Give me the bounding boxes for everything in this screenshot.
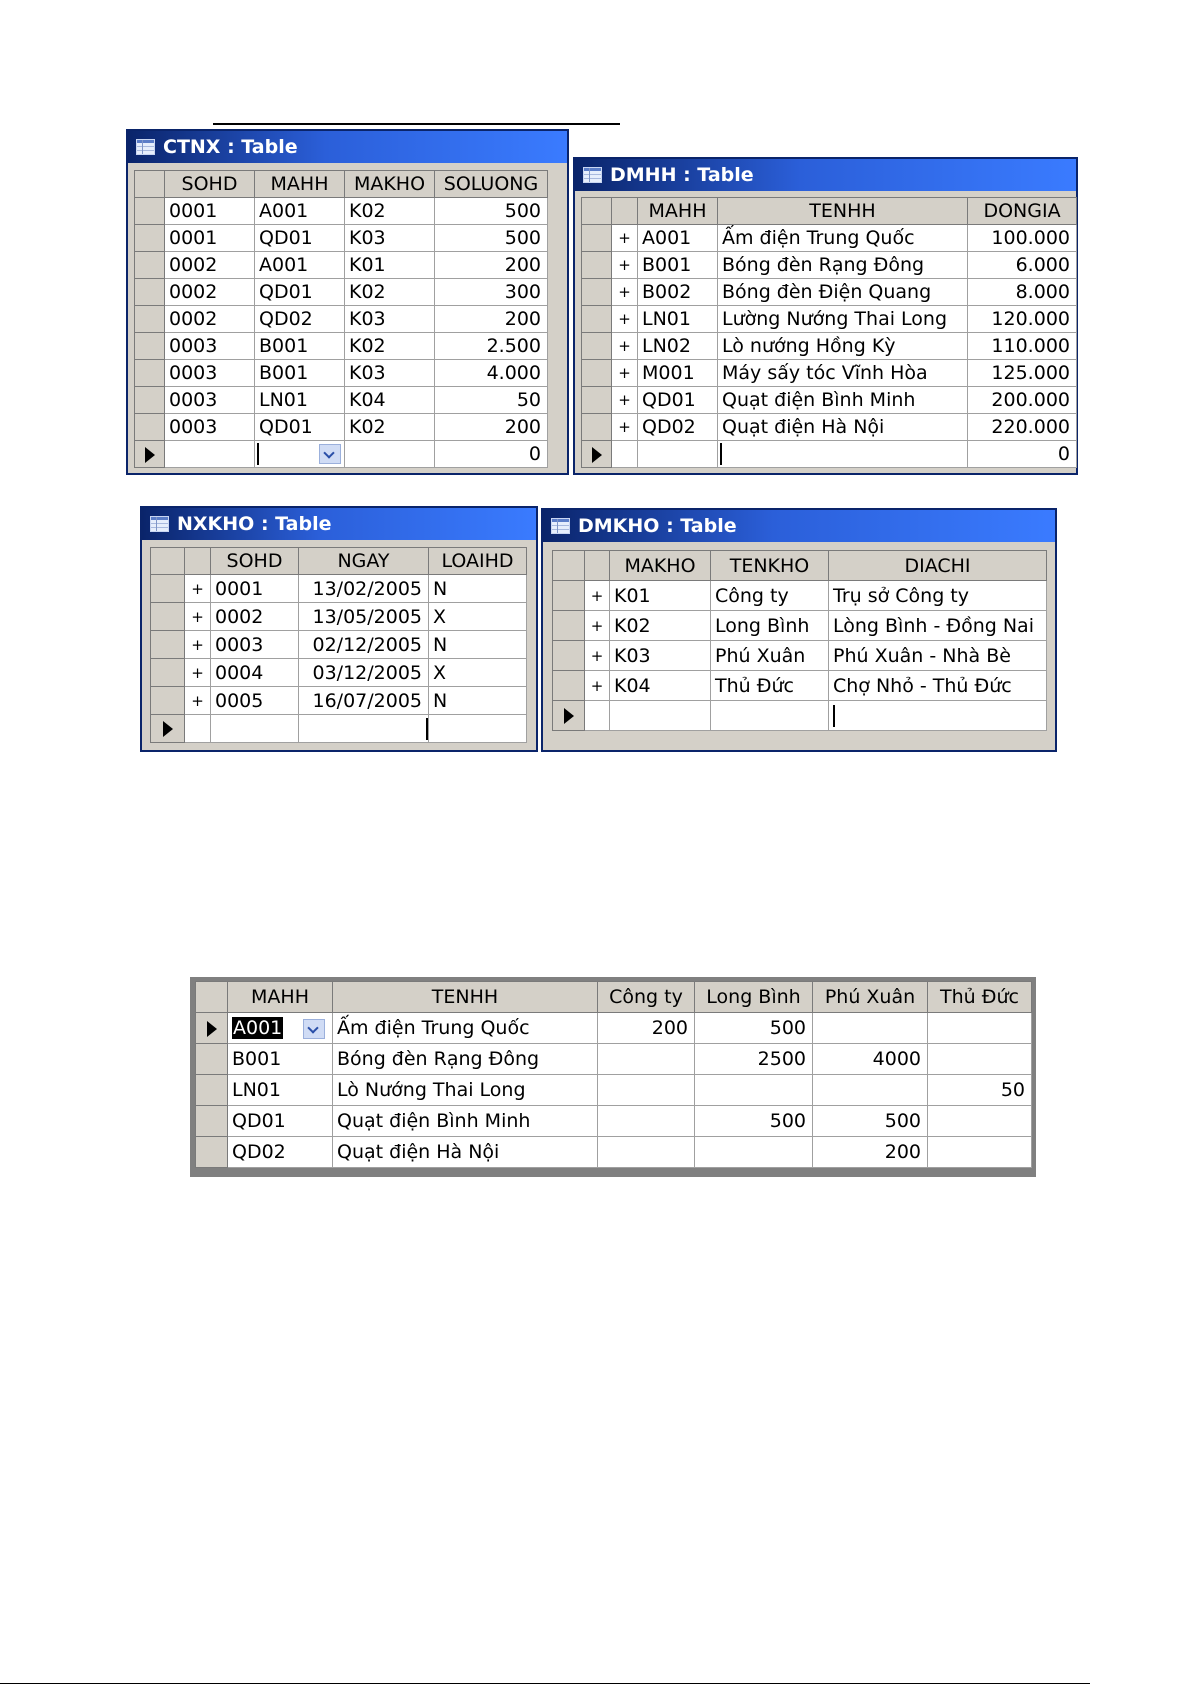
cell-soluong[interactable]: 4.000 — [435, 360, 548, 387]
table-row[interactable] — [151, 687, 527, 715]
cell-soluong[interactable]: 300 — [435, 279, 548, 306]
cell-cong-ty[interactable] — [598, 1137, 695, 1168]
cell-long-binh[interactable]: 500 — [695, 1013, 813, 1044]
cell-mahh[interactable] — [228, 1013, 333, 1044]
cell-mahh[interactable]: B001 — [255, 360, 345, 387]
cell-mahh[interactable]: B001 — [638, 252, 718, 279]
expand-plus-icon[interactable]: + — [612, 306, 638, 333]
cell-thu-duc[interactable] — [928, 1013, 1032, 1044]
column-header-cong-ty[interactable]: Công ty — [598, 982, 695, 1013]
table-row[interactable] — [151, 659, 527, 687]
row-selector[interactable] — [151, 575, 185, 603]
new-cell-expand — [585, 701, 610, 731]
cell-sohd[interactable]: 0003 — [165, 387, 255, 414]
cell-diachi[interactable]: Chợ Nhỏ - Thủ Đức — [829, 671, 1047, 701]
cell-thu-duc[interactable] — [928, 1137, 1032, 1168]
new-record-row[interactable] — [553, 701, 1047, 731]
table-row[interactable] — [135, 198, 548, 225]
expand-plus-icon[interactable]: + — [612, 279, 638, 306]
row-selector[interactable] — [582, 414, 612, 441]
row-selector[interactable] — [582, 225, 612, 252]
cell-tenhh[interactable]: Bóng đèn Điện Quang — [718, 279, 968, 306]
table-row[interactable] — [553, 671, 1047, 701]
cell-tenhh[interactable]: Bóng đèn Rạng Đông — [333, 1044, 598, 1075]
row-selector[interactable] — [196, 1044, 228, 1075]
cell-sohd[interactable]: 0002 — [165, 279, 255, 306]
cell-makho[interactable]: K02 — [345, 333, 435, 360]
table-icon — [136, 139, 155, 155]
table-row[interactable] — [151, 575, 527, 603]
text-cursor-icon — [426, 718, 428, 740]
dmhh-title-bar[interactable] — [575, 159, 1076, 191]
cell-sohd[interactable]: 0003 — [165, 333, 255, 360]
cell-mahh[interactable]: QD01 — [255, 225, 345, 252]
column-header-dongia[interactable]: DONGIA — [968, 198, 1077, 225]
dmkho-title-bar[interactable] — [543, 510, 1055, 542]
cell-ngay[interactable]: 03/12/2005 — [299, 659, 429, 687]
row-selector[interactable] — [135, 360, 165, 387]
column-header-phu-xuan[interactable]: Phú Xuân — [813, 982, 928, 1013]
column-header-loaihd[interactable]: LOAIHD — [429, 548, 527, 575]
new-cell-makho[interactable] — [345, 441, 435, 468]
table-row[interactable] — [582, 414, 1077, 441]
dmhh-datasheet — [581, 197, 1077, 468]
table-row[interactable] — [135, 360, 548, 387]
cell-loaihd[interactable]: X — [429, 659, 527, 687]
table-row[interactable] — [151, 631, 527, 659]
row-selector[interactable] — [553, 641, 585, 671]
cell-soluong[interactable]: 200 — [435, 414, 548, 441]
column-header-soluong[interactable]: SOLUONG — [435, 171, 548, 198]
cell-mahh[interactable]: LN02 — [638, 333, 718, 360]
column-header-mahh[interactable]: MAHH — [228, 982, 333, 1013]
cell-sohd[interactable]: 0003 — [165, 360, 255, 387]
dmhh-table-window[interactable] — [573, 157, 1078, 475]
cell-sohd[interactable]: 0002 — [165, 306, 255, 333]
cell-phu-xuan[interactable]: 4000 — [813, 1044, 928, 1075]
current-record-arrow-icon — [207, 1021, 217, 1037]
cell-loaihd[interactable]: N — [429, 687, 527, 715]
table-icon — [551, 518, 570, 534]
row-selector[interactable] — [135, 333, 165, 360]
cell-phu-xuan[interactable]: 200 — [813, 1137, 928, 1168]
new-record-row[interactable] — [151, 715, 527, 743]
row-selector[interactable] — [151, 603, 185, 631]
dropdown-arrow-icon[interactable] — [303, 1019, 325, 1039]
row-selector[interactable] — [196, 1106, 228, 1137]
cell-makho[interactable]: K02 — [610, 611, 711, 641]
cell-ngay[interactable]: 16/07/2005 — [299, 687, 429, 715]
row-selector[interactable] — [135, 198, 165, 225]
cell-loaihd[interactable]: X — [429, 603, 527, 631]
column-header-tenhh[interactable]: TENHH — [333, 982, 598, 1013]
expand-plus-icon[interactable]: + — [185, 575, 211, 603]
nxkho-datasheet — [150, 547, 527, 743]
cell-tenkho[interactable]: Long Bình — [711, 611, 829, 641]
row-selector[interactable] — [553, 671, 585, 701]
cell-tenhh[interactable]: Quạt điện Hà Nội — [718, 414, 968, 441]
nxkho-title-bar[interactable] — [142, 508, 536, 540]
ctnx-datasheet — [134, 170, 548, 468]
heading-underline — [213, 123, 620, 125]
cell-sohd[interactable]: 0002 — [211, 603, 299, 631]
cell-tenhh[interactable]: Ấm điện Trung Quốc — [718, 225, 968, 252]
expand-column-header — [185, 548, 211, 575]
table-row[interactable] — [135, 387, 548, 414]
ctnx-title-bar[interactable] — [128, 131, 567, 163]
table-row[interactable] — [135, 279, 548, 306]
new-cell-ngay[interactable] — [299, 715, 429, 743]
column-header-long-binh[interactable]: Long Bình — [695, 982, 813, 1013]
selected-cell-text: A001 — [233, 1017, 283, 1039]
cell-tenhh[interactable]: Quạt điện Bình Minh — [718, 387, 968, 414]
table-row[interactable] — [135, 252, 548, 279]
cell-tenhh[interactable]: Quạt điện Hà Nội — [333, 1137, 598, 1168]
cell-dongia[interactable]: 125.000 — [968, 360, 1077, 387]
ctnx-title: CTNX : Table — [163, 136, 298, 158]
expand-plus-icon[interactable]: + — [612, 225, 638, 252]
cell-sohd[interactable]: 0001 — [165, 225, 255, 252]
new-cell-diachi[interactable] — [829, 701, 1047, 731]
table-row[interactable] — [151, 603, 527, 631]
row-selector[interactable] — [135, 252, 165, 279]
expand-plus-icon[interactable]: + — [585, 581, 610, 611]
table-row[interactable] — [135, 414, 548, 441]
text-cursor-icon — [720, 443, 722, 465]
row-selector-header — [582, 198, 612, 225]
crosstab-datasheet — [195, 981, 1032, 1168]
row-selector[interactable] — [582, 306, 612, 333]
cell-soluong[interactable]: 50 — [435, 387, 548, 414]
cell-mahh[interactable]: B001 — [255, 333, 345, 360]
cell-thu-duc[interactable] — [928, 1044, 1032, 1075]
cell-soluong[interactable]: 2.500 — [435, 333, 548, 360]
cell-mahh[interactable]: QD02 — [255, 306, 345, 333]
cell-mahh[interactable]: B002 — [638, 279, 718, 306]
row-selector[interactable] — [151, 687, 185, 715]
new-record-row[interactable] — [135, 441, 548, 468]
text-cursor-icon — [833, 705, 835, 727]
new-cell-loaihd[interactable] — [429, 715, 527, 743]
table-row[interactable] — [196, 1044, 1032, 1075]
table-icon — [150, 516, 169, 532]
cell-tenhh[interactable]: Bóng đèn Rạng Đông — [718, 252, 968, 279]
cell-mahh[interactable]: M001 — [638, 360, 718, 387]
cell-long-binh[interactable]: 2500 — [695, 1044, 813, 1075]
cell-makho[interactable]: K02 — [345, 279, 435, 306]
dropdown-arrow-icon[interactable] — [319, 444, 341, 464]
dmkho-title: DMKHO : Table — [578, 515, 737, 537]
table-row[interactable] — [582, 279, 1077, 306]
table-row[interactable] — [582, 387, 1077, 414]
table-row[interactable] — [135, 333, 548, 360]
table-row[interactable] — [196, 1137, 1032, 1168]
cell-mahh[interactable]: QD01 — [255, 414, 345, 441]
row-selector[interactable] — [151, 631, 185, 659]
page-bottom-rule — [0, 1683, 1090, 1684]
cell-phu-xuan[interactable] — [813, 1013, 928, 1044]
cell-dongia[interactable]: 8.000 — [968, 279, 1077, 306]
table-row[interactable] — [582, 252, 1077, 279]
new-cell-expand — [185, 715, 211, 743]
cell-phu-xuan[interactable] — [813, 1075, 928, 1106]
row-selector-header — [196, 982, 228, 1013]
cell-dongia[interactable]: 220.000 — [968, 414, 1077, 441]
dmkho-datasheet — [552, 550, 1047, 731]
cell-makho[interactable]: K03 — [610, 641, 711, 671]
cell-tenhh[interactable]: Lò nướng Hồng Kỳ — [718, 333, 968, 360]
cell-sohd[interactable]: 0004 — [211, 659, 299, 687]
row-selector-header — [553, 551, 585, 581]
new-cell-expand — [612, 441, 638, 468]
cell-mahh[interactable]: QD01 — [228, 1106, 333, 1137]
row-selector[interactable] — [582, 333, 612, 360]
ctnx-table-window[interactable] — [126, 129, 569, 475]
cell-makho[interactable]: K04 — [345, 387, 435, 414]
cell-thu-duc[interactable]: 50 — [928, 1075, 1032, 1106]
cell-phu-xuan[interactable]: 500 — [813, 1106, 928, 1137]
cell-dongia[interactable]: 120.000 — [968, 306, 1077, 333]
expand-plus-icon[interactable]: + — [585, 611, 610, 641]
dmhh-title: DMHH : Table — [610, 164, 754, 186]
crosstab-result-frame — [190, 977, 1036, 1177]
cell-dongia[interactable]: 6.000 — [968, 252, 1077, 279]
expand-plus-icon[interactable]: + — [585, 671, 610, 701]
cell-makho[interactable]: K02 — [345, 198, 435, 225]
expand-plus-icon[interactable]: + — [585, 641, 610, 671]
row-selector[interactable] — [196, 1075, 228, 1106]
dmkho-table-window[interactable] — [541, 508, 1057, 752]
row-selector[interactable] — [135, 414, 165, 441]
cell-ngay[interactable]: 13/05/2005 — [299, 603, 429, 631]
row-selector[interactable] — [135, 279, 165, 306]
cell-thu-duc[interactable] — [928, 1106, 1032, 1137]
cell-cong-ty[interactable] — [598, 1075, 695, 1106]
row-selector[interactable] — [582, 279, 612, 306]
row-selector[interactable] — [151, 659, 185, 687]
cell-tenkho[interactable]: Thủ Đức — [711, 671, 829, 701]
current-record-arrow-icon — [564, 708, 574, 724]
cell-mahh[interactable]: A001 — [638, 225, 718, 252]
cell-mahh[interactable]: LN01 — [638, 306, 718, 333]
expand-column-header — [612, 198, 638, 225]
cell-cong-ty[interactable]: 200 — [598, 1013, 695, 1044]
cell-loaihd[interactable]: N — [429, 575, 527, 603]
cell-ngay[interactable]: 02/12/2005 — [299, 631, 429, 659]
cell-sohd[interactable]: 0002 — [165, 252, 255, 279]
cell-soluong[interactable]: 500 — [435, 225, 548, 252]
current-record-selector[interactable] — [582, 441, 612, 468]
cell-cong-ty[interactable] — [598, 1106, 695, 1137]
expand-plus-icon[interactable]: + — [612, 414, 638, 441]
cell-long-binh[interactable] — [695, 1137, 813, 1168]
cell-mahh[interactable]: A001 — [255, 198, 345, 225]
column-header-tenhh[interactable]: TENHH — [718, 198, 968, 225]
expand-plus-icon[interactable]: + — [612, 387, 638, 414]
cell-mahh[interactable]: QD01 — [638, 387, 718, 414]
table-row[interactable] — [582, 306, 1077, 333]
expand-plus-icon[interactable]: + — [612, 360, 638, 387]
cell-tenkho[interactable]: Công ty — [711, 581, 829, 611]
column-header-makho[interactable]: MAKHO — [345, 171, 435, 198]
current-record-arrow-icon — [592, 447, 602, 463]
expand-plus-icon[interactable]: + — [185, 659, 211, 687]
expand-plus-icon[interactable]: + — [612, 333, 638, 360]
cell-long-binh[interactable] — [695, 1075, 813, 1106]
text-cursor-icon — [257, 443, 259, 465]
table-row[interactable] — [553, 581, 1047, 611]
cell-mahh[interactable]: QD02 — [638, 414, 718, 441]
cell-mahh[interactable]: B001 — [228, 1044, 333, 1075]
cell-long-binh[interactable]: 500 — [695, 1106, 813, 1137]
table-row[interactable] — [582, 360, 1077, 387]
cell-tenhh[interactable]: Ấm điện Trung Quốc — [333, 1013, 598, 1044]
cell-tenhh[interactable]: Lường Nướng Thai Long — [718, 306, 968, 333]
cell-makho[interactable]: K01 — [345, 252, 435, 279]
current-record-selector[interactable] — [135, 441, 165, 468]
cell-mahh[interactable]: QD02 — [228, 1137, 333, 1168]
row-selector[interactable] — [582, 387, 612, 414]
column-header-sohd[interactable]: SOHD — [165, 171, 255, 198]
row-selector[interactable] — [553, 581, 585, 611]
row-selector[interactable] — [135, 306, 165, 333]
cell-makho[interactable]: K03 — [345, 306, 435, 333]
cell-soluong[interactable]: 200 — [435, 252, 548, 279]
cell-soluong[interactable]: 500 — [435, 198, 548, 225]
cell-sohd[interactable]: 0003 — [165, 414, 255, 441]
cell-dongia[interactable]: 100.000 — [968, 225, 1077, 252]
cell-loaihd[interactable]: N — [429, 631, 527, 659]
table-icon — [583, 167, 602, 183]
table-row[interactable] — [196, 1013, 1032, 1044]
cell-mahh[interactable]: LN01 — [228, 1075, 333, 1106]
column-header-tenkho[interactable]: TENKHO — [711, 551, 829, 581]
table-row[interactable] — [582, 225, 1077, 252]
cell-diachi[interactable]: Trụ sở Công ty — [829, 581, 1047, 611]
cell-mahh[interactable]: LN01 — [255, 387, 345, 414]
cell-diachi[interactable]: Lòng Bình - Đồng Nai — [829, 611, 1047, 641]
cell-dongia[interactable]: 110.000 — [968, 333, 1077, 360]
cell-soluong[interactable]: 200 — [435, 306, 548, 333]
nxkho-table-window[interactable] — [140, 506, 538, 752]
row-selector-header — [151, 548, 185, 575]
column-header-mahh[interactable]: MAHH — [638, 198, 718, 225]
cell-makho[interactable]: K03 — [345, 360, 435, 387]
column-header-ngay[interactable]: NGAY — [299, 548, 429, 575]
new-cell-soluong[interactable]: 0 — [435, 441, 548, 468]
new-cell-mahh[interactable] — [255, 441, 345, 468]
cell-sohd[interactable]: 0003 — [211, 631, 299, 659]
cell-tenhh[interactable]: Máy sấy tóc Vĩnh Hòa — [718, 360, 968, 387]
row-selector[interactable] — [582, 252, 612, 279]
cell-tenhh[interactable]: Lò Nướng Thai Long — [333, 1075, 598, 1106]
new-cell-tenkho[interactable] — [711, 701, 829, 731]
row-selector[interactable] — [135, 387, 165, 414]
cell-tenkho[interactable]: Phú Xuân — [711, 641, 829, 671]
current-record-selector[interactable] — [196, 1013, 228, 1044]
column-header-makho[interactable]: MAKHO — [610, 551, 711, 581]
expand-plus-icon[interactable]: + — [185, 631, 211, 659]
cell-mahh[interactable]: QD01 — [255, 279, 345, 306]
cell-mahh[interactable]: A001 — [255, 252, 345, 279]
table-row[interactable] — [196, 1106, 1032, 1137]
expand-column-header — [585, 551, 610, 581]
new-cell-sohd[interactable] — [165, 441, 255, 468]
cell-diachi[interactable]: Phú Xuân - Nhà Bè — [829, 641, 1047, 671]
current-record-arrow-icon — [145, 447, 155, 463]
expand-plus-icon[interactable]: + — [185, 687, 211, 715]
cell-cong-ty[interactable] — [598, 1044, 695, 1075]
column-header-mahh[interactable]: MAHH — [255, 171, 345, 198]
current-record-selector[interactable] — [553, 701, 585, 731]
expand-plus-icon[interactable]: + — [612, 252, 638, 279]
table-row[interactable] — [196, 1075, 1032, 1106]
cell-sohd[interactable]: 0001 — [211, 575, 299, 603]
cell-dongia[interactable]: 200.000 — [968, 387, 1077, 414]
new-cell-dongia[interactable]: 0 — [968, 441, 1077, 468]
new-cell-sohd[interactable] — [211, 715, 299, 743]
cell-sohd[interactable]: 0001 — [165, 198, 255, 225]
cell-tenhh[interactable]: Quạt điện Bình Minh — [333, 1106, 598, 1137]
new-cell-makho[interactable] — [610, 701, 711, 731]
row-selector-header — [135, 171, 165, 198]
table-row[interactable] — [582, 333, 1077, 360]
row-selector[interactable] — [135, 225, 165, 252]
row-selector[interactable] — [553, 611, 585, 641]
table-row[interactable] — [553, 611, 1047, 641]
column-header-sohd[interactable]: SOHD — [211, 548, 299, 575]
cell-makho[interactable]: K02 — [345, 414, 435, 441]
expand-plus-icon[interactable]: + — [185, 603, 211, 631]
cell-ngay[interactable]: 13/02/2005 — [299, 575, 429, 603]
cell-makho[interactable]: K04 — [610, 671, 711, 701]
new-record-row[interactable] — [582, 441, 1077, 468]
row-selector[interactable] — [196, 1137, 228, 1168]
current-record-selector[interactable] — [151, 715, 185, 743]
table-row[interactable] — [553, 641, 1047, 671]
table-row[interactable] — [135, 225, 548, 252]
cell-makho[interactable]: K01 — [610, 581, 711, 611]
new-cell-tenhh[interactable] — [718, 441, 968, 468]
current-record-arrow-icon — [163, 721, 173, 737]
column-header-diachi[interactable]: DIACHI — [829, 551, 1047, 581]
cell-sohd[interactable]: 0005 — [211, 687, 299, 715]
cell-makho[interactable]: K03 — [345, 225, 435, 252]
table-row[interactable] — [135, 306, 548, 333]
column-header-thu-duc[interactable]: Thủ Đức — [928, 982, 1032, 1013]
new-cell-mahh[interactable] — [638, 441, 718, 468]
row-selector[interactable] — [582, 360, 612, 387]
nxkho-title: NXKHO : Table — [177, 513, 332, 535]
